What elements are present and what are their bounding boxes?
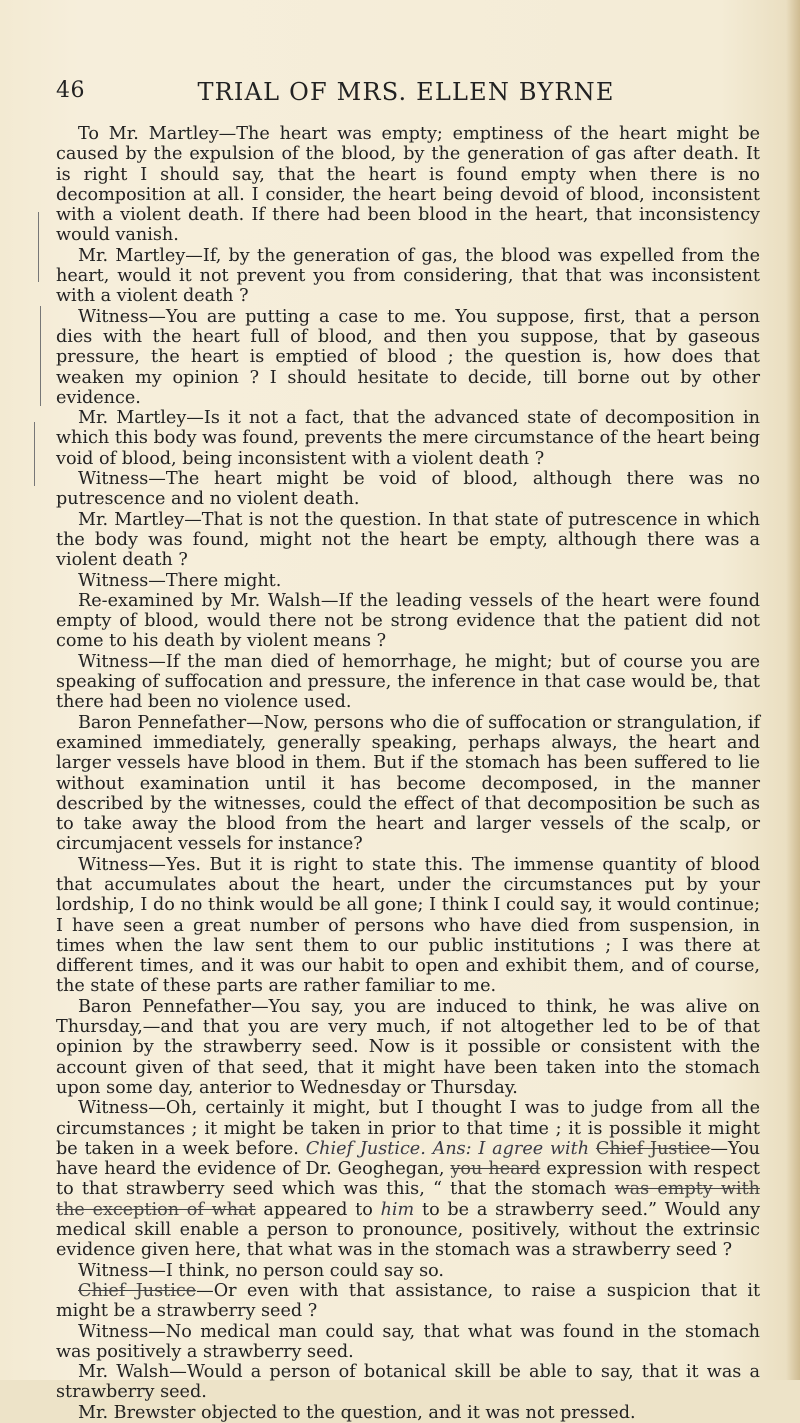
- page-number: 46: [56, 78, 85, 103]
- paragraph: Mr. Walsh—Would a person of botanical skill be able to say, that it was a strawberry seed.: [56, 1362, 760, 1403]
- paragraph: Re-examined by Mr. Walsh—If the leading vessels of the heart were found empty of blood, would there not be strong evidence that the patient did not come to his death by violent means ?: [56, 590, 760, 652]
- paragraph: Witness—I think, no person could say so.: [78, 1260, 444, 1281]
- page-edge-shadow: [786, 0, 800, 1380]
- question-text: appeared to: [263, 1199, 373, 1220]
- paragraph: To Mr. Martley—The heart was empty; emptiness of the heart might be caused by the expulsion of the blood, by the generation of gas after death. It is right I should say, that the heart is found empty when there is no decomposition at all. I consider, the heart being devoid of blood, inconsistent with a violent death. If there had been blood in the heart, that inconsistency would vanish.: [56, 124, 760, 246]
- margin-line: [34, 422, 35, 486]
- question-text: —Or even with that assistance, to raise a suspicion that it might be a strawberry seed ?: [56, 1280, 761, 1322]
- struck-text: Chief Justice: [78, 1280, 197, 1301]
- handwritten-annotation: Chief Justice. Ans: I agree with: [305, 1138, 590, 1159]
- paragraph: Witness—Yes. But it is right to state this. The immense quantity of blood that accumulates about the heart, under the circumstances put by your lordship, I do no think would be all gone; I think I could say, it would continue; I have seen a great number of persons who have died from suspension, in times when the law sent them to our public institutions ; I was there at different times, and it was our habit to open and exhibit them, and of course, the state of these parts are rather familiar to me.: [56, 854, 760, 997]
- margin-line: [40, 306, 41, 406]
- question-text: to be a strawberry seed.” Would any medical skill enable a person to pronounce, positively, without the extrinsic evidence given here, that what was in the stomach was a strawberry seed ?: [56, 1199, 761, 1261]
- page-header: [56, 78, 756, 106]
- struck-text: was empty with the exception of what: [56, 1179, 761, 1220]
- paragraph: Witness—There might.: [78, 570, 282, 591]
- paragraph: Mr. Brewster objected to the question, and it was not pressed.: [78, 1402, 636, 1423]
- paragraph: Mr. Martley—That is not the question. In that state of putrescence in which the body was found, might not the heart be empty, although there was a violent death ?: [56, 509, 760, 571]
- paragraph: Witness—No medical man could say, that what was found in the stomach was positively a strawberry seed.: [56, 1321, 760, 1362]
- question-text: —You have heard the evidence of Dr. Geoghegan,: [56, 1138, 761, 1180]
- paragraph: Baron Pennefather—You say, you are induced to think, he was alive on Thursday,—and that you are very much, if not altogether led to be of that opinion by the strawberry seed. Now is it possible or consistent with the account given of that seed, that it might have been taken into the stomach upon some day, anterior to Wednesday or Thursday.: [56, 996, 760, 1098]
- paragraph: Mr. Martley—If, by the generation of gas, the blood was expelled from the heart, would it not prevent you from considering, that that was inconsistent with a violent death ?: [56, 245, 760, 307]
- paragraph: Witness—The heart might be void of blood, although there was no putrescence and no violent death.: [56, 469, 760, 510]
- margin-line: [38, 212, 39, 282]
- annotated-paragraph: [56, 1281, 760, 1322]
- paragraph: Mr. Martley—Is it not a fact, that the advanced state of decomposition in which this body was found, prevents the mere circumstance of the heart being void of blood, being inconsistent with a violent death ?: [56, 408, 760, 469]
- handwritten-annotation: him: [380, 1199, 415, 1220]
- body-text: [56, 124, 760, 1423]
- paragraph: Baron Pennefather—Now, persons who die of suffocation or strangulation, if examined immediately, generally speaking, perhaps always, the heart and larger vessels have blood in them. But if the stomach has been suffered to lie without examination until it has become decomposed, in the manner described by the witnesses, could the effect of that decomposition be such as to take away the blood from the heart and larger vessels of the scalp, or circumjacent vessels for instance?: [56, 712, 760, 855]
- question-text: expression with respect to that strawberry seed which was this, “ that the stomach: [56, 1159, 760, 1200]
- struck-text: you heard: [450, 1159, 541, 1180]
- struck-text: Chief Justice: [595, 1138, 711, 1159]
- running-head: TRIAL OF MRS. ELLEN BYRNE: [197, 78, 615, 106]
- witness-answer: Witness—Oh, certainly it might, but I thought I was to judge from all the circumstances ; it might be taken in prior to that time ; it is possible it might be taken in a week before.: [56, 1098, 760, 1159]
- annotated-paragraph: [56, 1098, 760, 1260]
- paragraph: Witness—You are putting a case to me. You suppose, first, that a person dies with the heart full of blood, and then you suppose, that by gaseous pressure, the heart is emptied of blood ; the question is, how does that weaken my opinion ? I should hesitate to decide, till borne out by other evidence.: [56, 306, 760, 408]
- paragraph: Witness—If the man died of hemorrhage, he might; but of course you are speaking of suffocation and pressure, the inference in that case would be, that there had been no violence used.: [56, 651, 760, 713]
